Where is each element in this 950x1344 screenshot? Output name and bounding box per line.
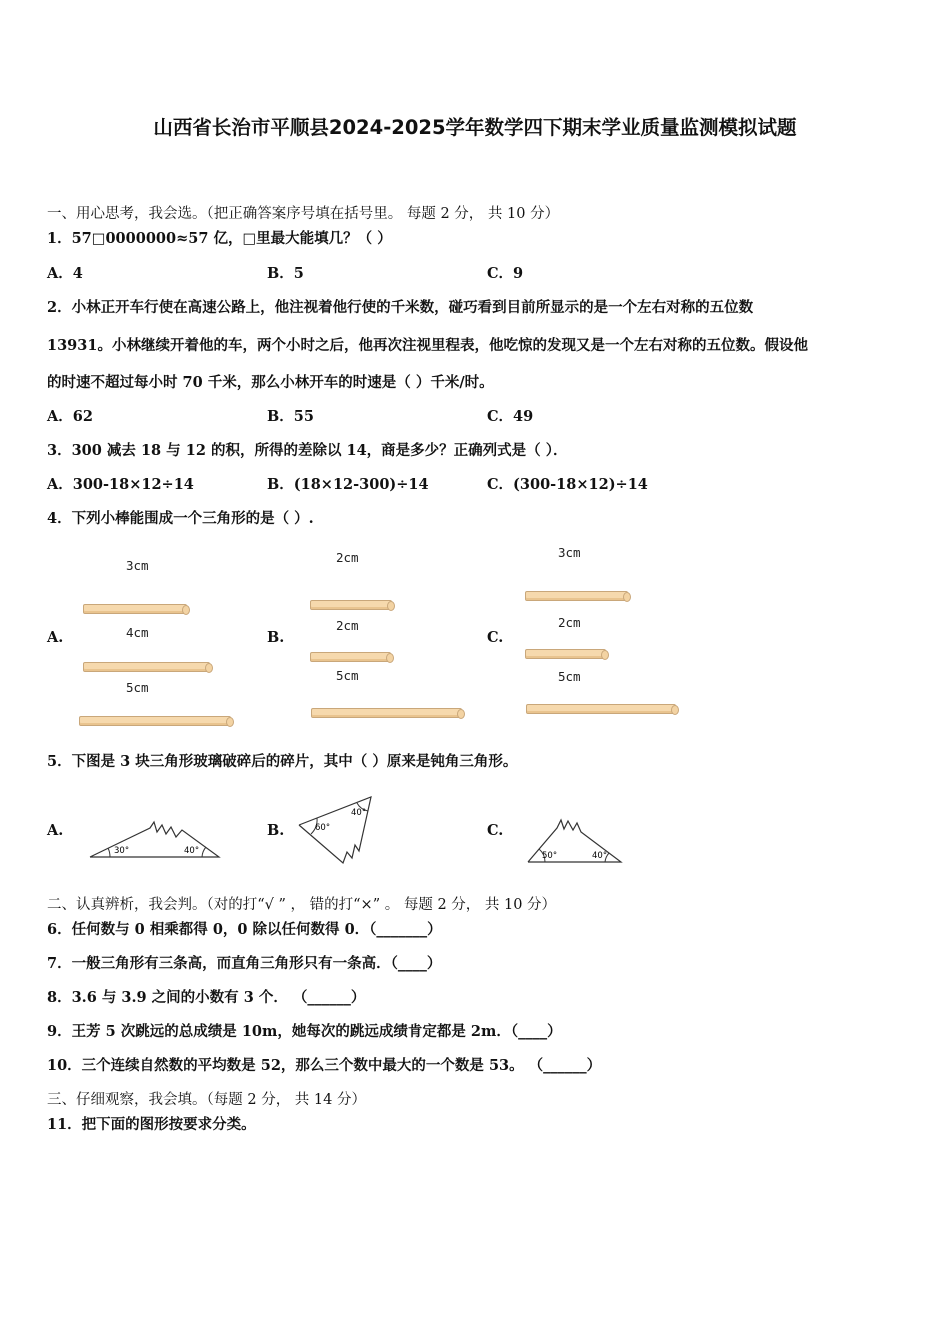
section-3-header: 三、仔细观察，我会填。（每题 2 分， 共 14 分） xyxy=(47,1092,366,1108)
question-8: 8．3.6 与 3.9 之间的小数有 3 个． （______） xyxy=(47,989,366,1006)
q4-a-stick-label: 4cm xyxy=(126,625,149,640)
q4-option-a-label: A. xyxy=(47,629,64,646)
q1-option-b: B．5 xyxy=(267,265,304,282)
q4-option-c-label: C. xyxy=(487,629,504,646)
q5-a-angle-1: 30° xyxy=(114,846,130,856)
q5-c-triangle-fragment xyxy=(525,816,625,866)
q4-a-stick-label: 3cm xyxy=(126,558,149,573)
q5-b-triangle-fragment xyxy=(295,793,377,868)
q5-option-c-label: C. xyxy=(487,822,504,839)
q3-option-a: A．300-18×12÷14 xyxy=(47,476,194,493)
question-7: 7．一般三角形有三条高，而直角三角形只有一条高．（____） xyxy=(47,955,442,972)
q4-option-b-label: B. xyxy=(267,629,285,646)
q4-a-stick xyxy=(83,604,187,614)
q5-b-angle-1: 60° xyxy=(315,823,331,833)
q4-c-stick xyxy=(525,591,628,601)
q5-a-angle-2: 40° xyxy=(184,846,200,856)
question-4: 4．下列小棒能围成一个三角形的是（ ）. xyxy=(47,510,314,527)
q2-option-b: B．55 xyxy=(267,408,314,425)
q4-b-stick-label: 2cm xyxy=(336,618,359,633)
q1-option-c: C．9 xyxy=(487,265,524,282)
q4-b-stick xyxy=(310,652,391,662)
question-11: 11．把下面的图形按要求分类。 xyxy=(47,1116,256,1133)
q4-b-stick xyxy=(310,600,392,610)
q5-option-a-label: A. xyxy=(47,822,64,839)
q4-c-stick xyxy=(525,649,606,659)
question-1: 1．57□0000000≈57 亿，□里最大能填几？（ ） xyxy=(47,230,392,247)
question-5: 5．下图是 3 块三角形玻璃破碎后的碎片，其中（ ）原来是钝角三角形。 xyxy=(47,753,518,770)
question-10: 10．三个连续自然数的平均数是 52，那么三个数中最大的一个数是 53。 （______） xyxy=(47,1057,602,1074)
q5-c-angle-2: 40° xyxy=(592,851,608,861)
q1-option-a: A．4 xyxy=(47,265,83,282)
q5-c-angle-1: 50° xyxy=(542,851,558,861)
q4-c-stick-label: 5cm xyxy=(558,669,581,684)
q3-option-c: C．(300-18×12)÷14 xyxy=(487,476,648,493)
q3-option-b: B．(18×12-300)÷14 xyxy=(267,476,429,493)
question-3: 3．300 减去 18 与 12 的积，所得的差除以 14，商是多少？正确列式是（ ）． xyxy=(47,442,568,459)
question-2-line-2: 13931。小林继续开着他的车，两个小时之后，他再次注视里程表，他吃惊的发现又是一个左右对称的五位数。假设他 xyxy=(47,337,808,354)
question-6: 6．任何数与 0 相乘都得 0，0 除以任何数得 0．（_______） xyxy=(47,921,442,938)
q4-a-stick xyxy=(83,662,210,672)
page-title: 山西省长治市平顺县2024-2025学年数学四下期末学业质量监测模拟试题 xyxy=(153,116,797,139)
q4-b-stick-label: 5cm xyxy=(336,668,359,683)
q5-b-angle-2: 40° xyxy=(351,808,367,818)
q4-a-stick-label: 5cm xyxy=(126,680,149,695)
section-1-header: 一、用心思考，我会选。（把正确答案序号填在括号里。 每题 2 分， 共 10 分） xyxy=(47,206,560,222)
q2-option-c: C．49 xyxy=(487,408,534,425)
section-2-header: 二、认真辨析，我会判。（对的打“√ ” ， 错的打“×” 。 每题 2 分， 共 10 分） xyxy=(47,897,557,913)
q5-option-b-label: B. xyxy=(267,822,285,839)
question-9: 9．王芳 5 次跳远的总成绩是 10m，她每次的跳远成绩肯定都是 2m．（____） xyxy=(47,1023,562,1040)
q4-c-stick-label: 3cm xyxy=(558,545,581,560)
q4-c-stick xyxy=(526,704,676,714)
q4-b-stick-label: 2cm xyxy=(336,550,359,565)
q4-c-stick-label: 2cm xyxy=(558,615,581,630)
question-2-line-1: 2．小林正开车行使在高速公路上，他注视着他行使的千米数，碰巧看到目前所显示的是一个左右对称的五位数 xyxy=(47,299,754,316)
q4-a-stick xyxy=(79,716,231,726)
q2-option-a: A．62 xyxy=(47,408,93,425)
question-2-line-3: 的时速不超过每小时 70 千米，那么小林开车的时速是（ ）千米/时。 xyxy=(47,374,494,391)
q4-b-stick xyxy=(311,708,462,718)
q5-a-triangle-fragment xyxy=(88,818,223,862)
